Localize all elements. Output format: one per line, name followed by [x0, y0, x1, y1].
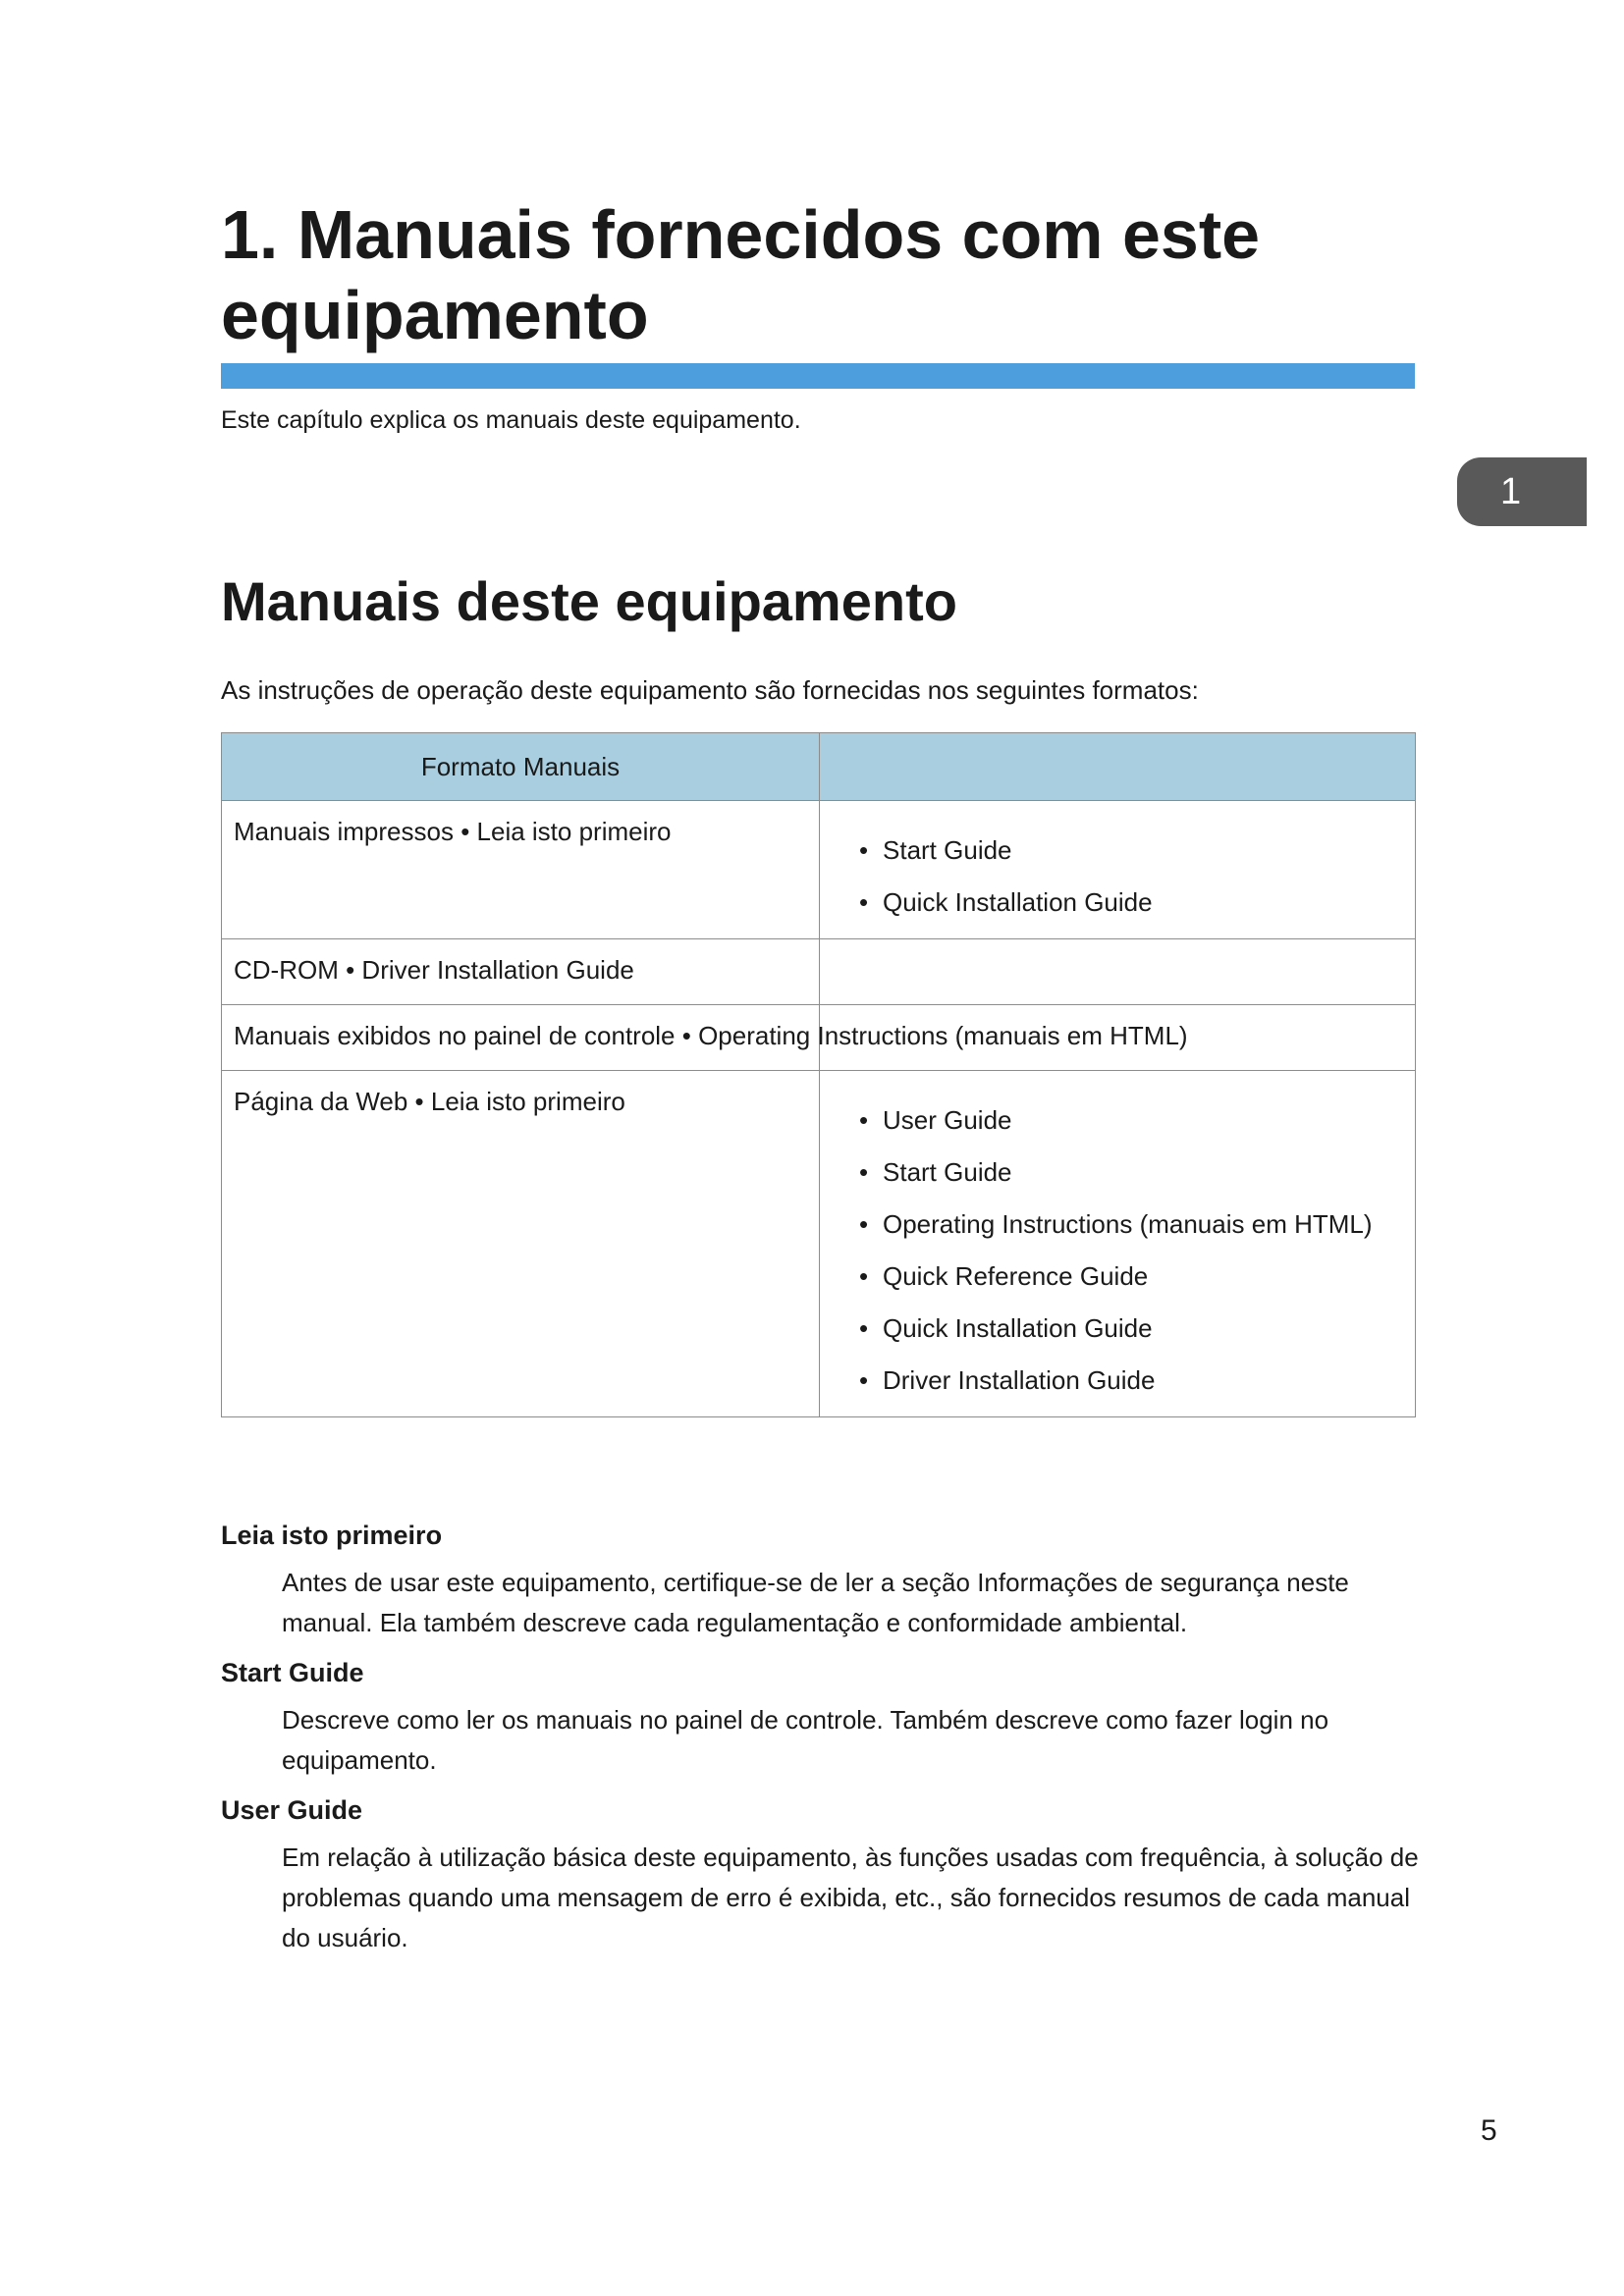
chapter-intro: Este capítulo explica os manuais deste equipamento. [221, 406, 801, 434]
table-cell-format [222, 1071, 820, 1417]
section-title: Manuais deste equipamento [221, 570, 957, 632]
table-cell-format [222, 939, 820, 1005]
section-intro: As instruções de operação deste equipamento são fornecidas nos seguintes formatos: [221, 675, 1199, 705]
table-cell-format [222, 1005, 1188, 1071]
definition-term: User Guide [221, 1795, 363, 1825]
table-cell-manuals [820, 1071, 1416, 1417]
manual-list [820, 1071, 1415, 1416]
definition-description: Antes de usar este equipamento, certifique-se de ler a seção Informações de segurança neste manual. Ela também descreve cada regulamentação e conformidade ambiental. [282, 1568, 1349, 1637]
cell-text: Manuais exibidos no painel de controle • Operating Instructions (manuais em HTML) [234, 1021, 1188, 1050]
page-number: 5 [1481, 2114, 1497, 2147]
cell-text: CD-ROM • Driver Installation Guide [234, 955, 634, 985]
table-cell-manuals [820, 801, 1416, 939]
table-cell-manuals [820, 1005, 1416, 1071]
table-cell-manuals [820, 939, 1416, 1005]
chapter-tab: 1 [1457, 457, 1587, 526]
manual-descriptions [221, 1516, 1419, 1968]
manuals-table [221, 732, 1416, 1417]
list-item: • Quick Installation Guide [859, 877, 1415, 929]
table-header-row [222, 733, 1416, 801]
list-item: • Quick Installation Guide [859, 1303, 1415, 1355]
table-row [222, 1071, 1416, 1417]
table-row [222, 801, 1416, 939]
table-row [222, 939, 1416, 1005]
table-row [222, 1005, 1416, 1071]
definition-description: Descreve como ler os manuais no painel de controle. Também descreve como fazer login no equipamento. [282, 1705, 1329, 1775]
chapter-title-line1: 1. Manuais fornecidos com este [221, 196, 1261, 273]
definition-term: Leia isto primeiro [221, 1521, 443, 1550]
chapter-title-line2: equipamento [221, 277, 649, 353]
definition-term: Start Guide [221, 1658, 364, 1687]
cell-text: Página da Web • Leia isto primeiro [234, 1087, 625, 1116]
list-item: • Start Guide [859, 825, 1415, 877]
table-header-format: Formato Manuais [222, 733, 820, 801]
manual-list [820, 801, 1415, 938]
cell-text: Manuais impressos • Leia isto primeiro [234, 817, 672, 846]
table-header-empty [820, 733, 1416, 801]
chapter-divider-bar [221, 363, 1415, 389]
list-item: • Operating Instructions (manuais em HTML) [859, 1199, 1415, 1251]
list-item: • Start Guide [859, 1147, 1415, 1199]
list-item: • Quick Reference Guide [859, 1251, 1415, 1303]
list-item: • User Guide [859, 1095, 1415, 1147]
definition-description: Em relação à utilização básica deste equipamento, às funções usadas com frequência, à solução de problemas quando uma mensagem de erro é exibida, etc., são fornecidos resumos de cada manual do usuário. [282, 1842, 1419, 1952]
table-cell-format [222, 801, 820, 939]
chapter-title [221, 194, 1478, 355]
list-item: • Driver Installation Guide [859, 1355, 1415, 1407]
